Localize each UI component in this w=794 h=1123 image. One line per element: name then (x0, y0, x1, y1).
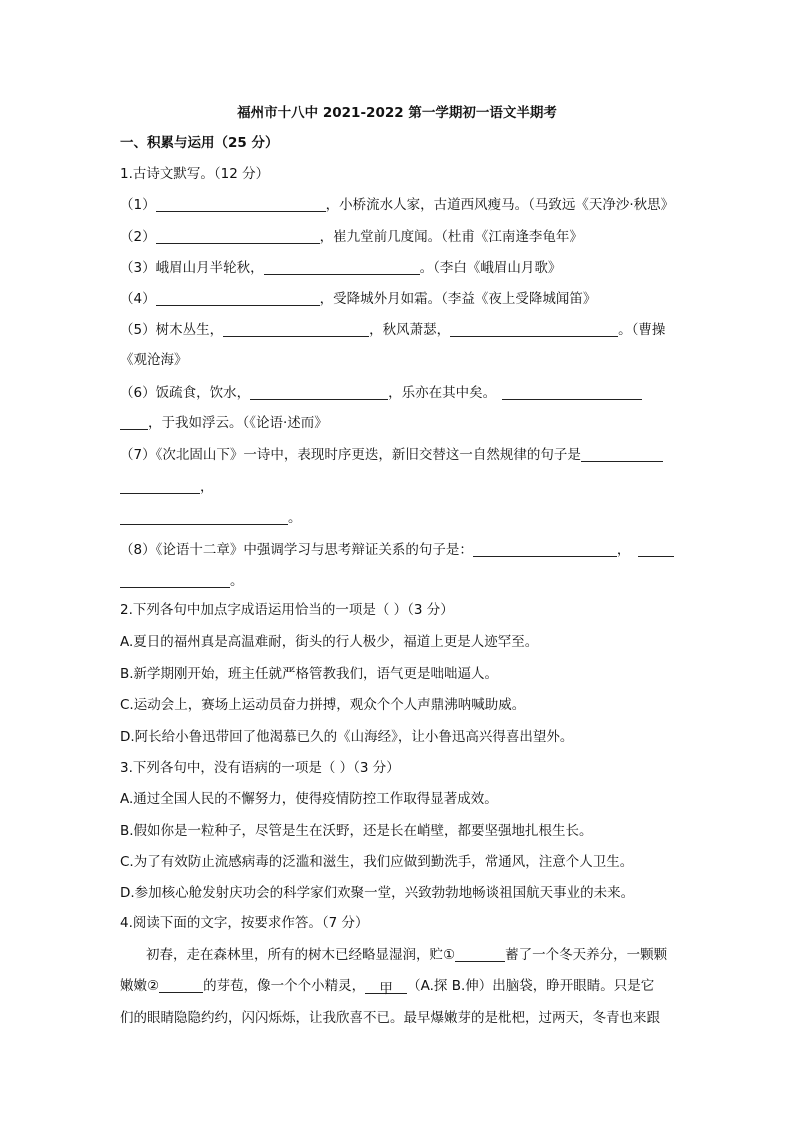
q1-item-1 (120, 195, 674, 215)
question-4-stem: 4.阅读下面的文字，按要求作答。（7 分） (120, 915, 369, 931)
q1-item-8-middle: ， (616, 542, 631, 558)
exam-title: 福州市十八中 2021-2022 第一学期初一语文半期考 (237, 105, 557, 121)
q1-item-7-line-3 (120, 508, 302, 528)
answer-blank[interactable] (250, 385, 388, 400)
answer-blank[interactable] (120, 510, 288, 525)
q4-passage-line-1 (146, 945, 667, 965)
q1-item-6-prefix: （6）饭疏食，饮水， (120, 385, 251, 401)
q1-item-7-prefix: （7）《次北固山下》一诗中，表现时序更迭，新旧交替这一自然规律的句子是 (120, 447, 581, 463)
q1-item-3-text: 。（李白《峨眉山月歌》 (419, 260, 562, 276)
q4-passage-text: 的芽苞，像一个个小精灵， (203, 978, 366, 994)
answer-blank[interactable] (156, 229, 320, 244)
q1-item-3 (120, 258, 561, 278)
q2-option-b: B.新学期刚开始，班主任就严格管教我们，语气更是咄咄逼人。 (120, 666, 499, 682)
question-2-stem: 2.下列各句中加点字成语运用恰当的一项是（ ）（3 分） (120, 602, 454, 618)
q1-item-2 (120, 227, 583, 247)
q2-option-d: D.阿长给小鲁迅带回了他渴慕已久的《山海经》，让小鲁迅高兴得喜出望外。 (120, 729, 574, 745)
q1-item-5-middle: ，秋风萧瑟， (369, 322, 451, 338)
q1-item-1-text: ，小桥流水人家，古道西风瘦马。（马致远《天净沙·秋思》 (325, 197, 675, 213)
q1-item-4-text: ，受降城外月如霜。（李益《夜上受降城闻笛》 (319, 291, 597, 307)
question-1-stem: 1.古诗文默写。（12 分） (120, 166, 270, 182)
answer-blank[interactable] (223, 322, 369, 337)
answer-blank[interactable] (156, 291, 320, 306)
q1-item-5-prefix: （5）树木丛生， (120, 322, 224, 338)
q1-item-7 (120, 445, 663, 465)
q1-item-5 (120, 320, 665, 340)
q1-item-8-prefix: （8）《论语十二章》中强调学习与思考辩证关系的句子是： (120, 542, 473, 558)
q3-option-a: A.通过全国人民的不懈努力，使得疫情防控工作取得显著成效。 (120, 791, 498, 807)
answer-blank[interactable] (120, 479, 200, 494)
q1-item-8-continued (120, 571, 244, 591)
q1-item-5-text: 。（曹操 (618, 322, 666, 338)
q4-passage-line-2 (120, 976, 654, 996)
blank-label: 甲 (379, 981, 393, 997)
q3-option-b: B.假如你是一粒种子，尽管是生在沃野，还是长在峭壁，都要坚强地扎根生长。 (120, 823, 593, 839)
q1-item-7-period: 。 (288, 510, 302, 526)
q4-passage-line-3: 们的眼睛隐隐约约，闪闪烁烁，让我欣喜不已。最早爆嫩芽的是枇杷，过两天，冬青也来跟 (120, 1010, 660, 1026)
q1-item-5-continued: 《观沧海》 (120, 352, 188, 368)
q1-item-3-prefix: （3）峨眉山月半轮秋， (120, 260, 264, 276)
q1-item-1-prefix: （1） (120, 197, 156, 213)
answer-blank[interactable] (156, 197, 326, 212)
q1-item-4-prefix: （4） (120, 291, 156, 307)
q1-item-7-line-2 (120, 477, 214, 497)
q4-passage-text: （A.探 B.伸）出脑袋，睁开眼睛。只是它 (407, 978, 655, 994)
section-heading: 一、积累与运用（25 分） (120, 135, 279, 151)
q1-item-4 (120, 289, 596, 309)
answer-blank[interactable] (120, 573, 230, 588)
q1-item-6 (120, 383, 642, 403)
q3-option-d: D.参加核心舱发射庆功会的科学家们欢聚一堂，兴致勃勃地畅谈祖国航天事业的未来。 (120, 885, 635, 901)
question-3-stem: 3.下列各句中，没有语病的一项是（ ）（3 分） (120, 760, 400, 776)
q1-item-8-period: 。 (230, 573, 244, 589)
q1-item-6-continued (120, 413, 328, 433)
q4-passage-text: 蓄了一个冬天养分，一颗颗 (505, 947, 668, 963)
answer-blank[interactable] (450, 322, 618, 337)
q4-passage-text: 嫩嫩② (120, 978, 160, 994)
q1-item-8 (120, 540, 674, 560)
q2-option-a: A.夏日的福州真是高温难耐，街头的行人极少，福道上更是人迹罕至。 (120, 634, 539, 650)
answer-blank[interactable] (264, 260, 420, 275)
q1-item-2-prefix: （2） (120, 229, 156, 245)
q1-item-7-comma: ， (200, 479, 214, 495)
answer-blank[interactable] (455, 947, 505, 962)
answer-blank[interactable] (120, 415, 148, 430)
q1-item-6-text: ，于我如浮云。（《论语·述而》 (148, 415, 328, 431)
q1-item-6-middle: ，乐亦在其中矣。 (388, 385, 497, 401)
q1-item-2-text: ，崔九堂前几度闻。（杜甫《江南逢李龟年》 (319, 229, 583, 245)
answer-blank[interactable] (581, 447, 663, 462)
answer-blank[interactable] (638, 542, 674, 557)
answer-blank[interactable] (502, 385, 642, 400)
answer-blank-jia[interactable] (365, 979, 407, 997)
q3-option-c: C.为了有效防止流感病毒的泛滥和滋生，我们应做到勤洗手，常通风，注意个人卫生。 (120, 854, 634, 870)
answer-blank[interactable] (159, 978, 203, 993)
q4-passage-text: 初春，走在森林里，所有的树木已经略显湿润，贮① (146, 947, 456, 963)
q2-option-c: C.运动会上，赛场上运动员奋力拼搏，观众个个人声鼎沸呐喊助威。 (120, 697, 526, 713)
answer-blank[interactable] (473, 542, 617, 557)
